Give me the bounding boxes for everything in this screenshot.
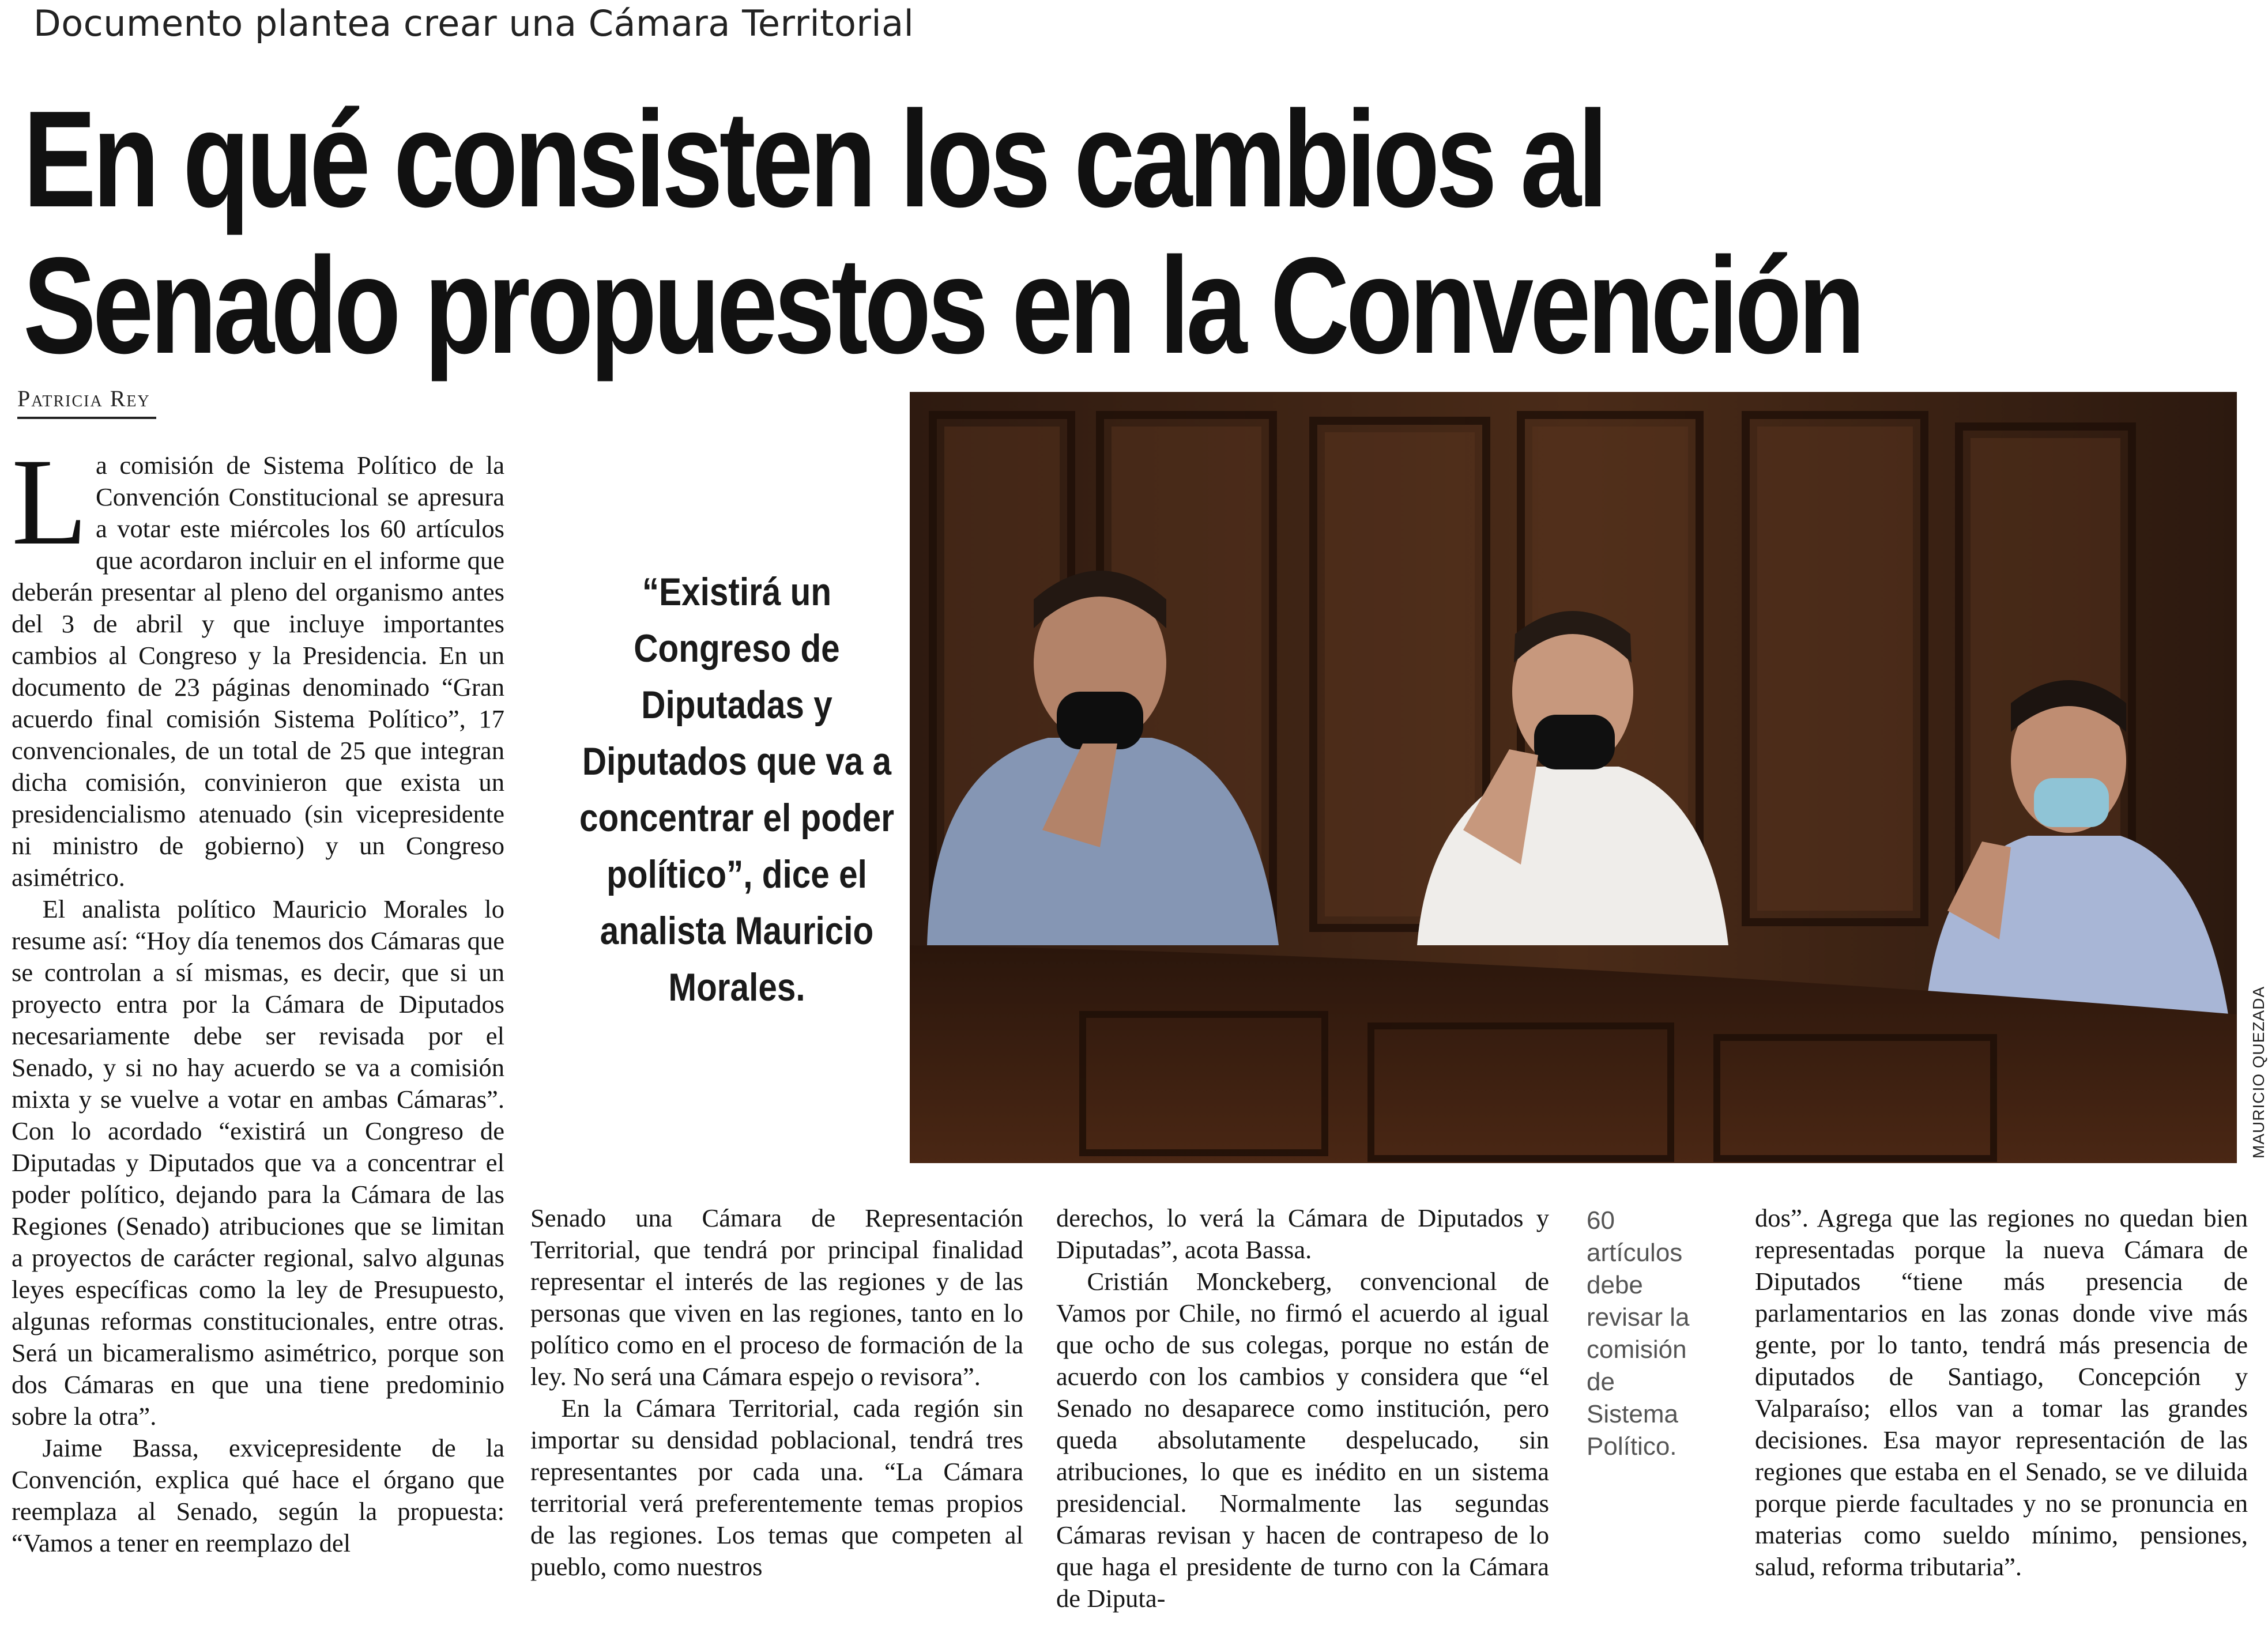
headline-line-1: En qué consisten los cambios al xyxy=(23,83,1605,236)
drop-cap: L xyxy=(12,433,88,571)
article-paragraph: En la Cámara Territorial, cada región sin importar su densidad poblacional, tendrá tres representantes por cada una. “La Cámara territorial verá preferentemente temas propios de las regiones. Los temas que competen al pueblo, como nuestros xyxy=(530,1394,1023,1581)
article-paragraph xyxy=(12,433,504,893)
article-column-2 xyxy=(530,1202,1023,1583)
article-photo xyxy=(910,392,2237,1163)
headline-line-2: Senado propuestos en la Convención xyxy=(23,229,1862,382)
photo-illustration xyxy=(910,392,2237,1163)
sidebar-note: 60 artículos debe revisar la comisión de Sistema Político. xyxy=(1587,1206,1690,1461)
article-paragraph: Jaime Bassa, exvicepresidente de la Convención, explica qué hace el órgano que reemplaza al Senado, según la propuesta: “Vamos a tener en reemplazo del xyxy=(12,1433,504,1557)
headline xyxy=(23,83,1862,382)
pull-quote: “Existirá un Congreso de Diputadas y Diputados que va a concentrar el poder político”, dice el analista Mauricio Morales. xyxy=(579,570,894,1009)
article-paragraph: Cristián Monckeberg, convencional de Vamos por Chile, no firmó el acuerdo al igual que ocho de sus colegas, porque no están de acuerdo con los cambios y considera que “el Senado no desaparece como institución, pero queda absolutamente despelucado, sin atribuciones, lo que es inédito en un sistema presidencial. Normalmente las segundas Cámaras revisan y hacen de contrapeso de lo que haga el presidente de turno con la Cámara de Diputa- xyxy=(1056,1267,1549,1613)
article-paragraph: derechos, lo verá la Cámara de Diputados y Diputadas”, acota Bassa. xyxy=(1056,1203,1549,1264)
article-paragraph: Senado una Cámara de Representación Territorial, que tendrá por principal finalidad representar el interés de las regiones y de las personas que viven en las regiones, tanto en lo político como en el proceso de formación de la ley. No será una Cámara espejo o revisora”. xyxy=(530,1203,1023,1391)
photo-credit: MAURICIO QUEZADA xyxy=(2250,986,2267,1159)
kicker: Documento plantea crear una Cámara Territorial xyxy=(33,2,914,44)
paragraph-text: a comisión de Sistema Político de la Convención Constitucional se apresura a votar este miércoles los 60 artículos que acordaron incluir en el informe que deberán presentar al pleno del organismo antes del 3 de abril y que incluye importantes cambios al Congreso y la Presidencia. En un documento de 23 páginas denominado “Gran acuerdo final comisión Sistema Político”, 17 convencionales, de un total de 25 que integran dicha comisión, convinieron que exista un presidencialismo atenuado (sin vicepresidente ni ministro de gobierno) y un Congreso asimétrico. xyxy=(12,451,504,892)
article-paragraph: El analista político Mauricio Morales lo resume así: “Hoy día tenemos dos Cámaras que se controlan a sí mismas, es decir, que si un proyecto entra por la Cámara de Diputados necesariamente debe ser revisada por el Senado, y si no hay acuerdo se va a comisión mixta y se vuelve a votar en ambas Cámaras”. Con lo acordado “existirá un Congreso de Diputadas y Diputados que va a concentrar el poder político, dejando para la Cámara de las Regiones (Senado) atribuciones que se limitan a proyectos de carácter regional, salvo algunas leyes específicas como la ley de Presupuesto, algunas reformas constitucionales, entre otras. Será un bicameralismo asimétrico, porque son dos Cámaras en que una tiene predominio sobre la otra”. xyxy=(12,895,504,1431)
byline: Patricia Rey xyxy=(17,385,156,419)
article-column-3 xyxy=(1056,1202,1549,1614)
article-column-4 xyxy=(1755,1202,2248,1583)
article-column-1 xyxy=(12,433,504,1559)
article-paragraph: dos”. Agrega que las regiones no quedan bien representadas porque la nueva Cámara de Diputados “tiene más presencia de parlamentarios en las zonas donde vive más gente, por lo tanto, tendrá más presencia de diputados de Santiago, Concepción y Valparaíso; ellos van a tomar las grandes decisiones. Esa mayor representación de las regiones que estaba en el Senado, se ve diluida porque pierde facultades y no se pronuncia en materias como sueldo mínimo, pensiones, salud, reforma tributaria”. xyxy=(1755,1203,2248,1581)
